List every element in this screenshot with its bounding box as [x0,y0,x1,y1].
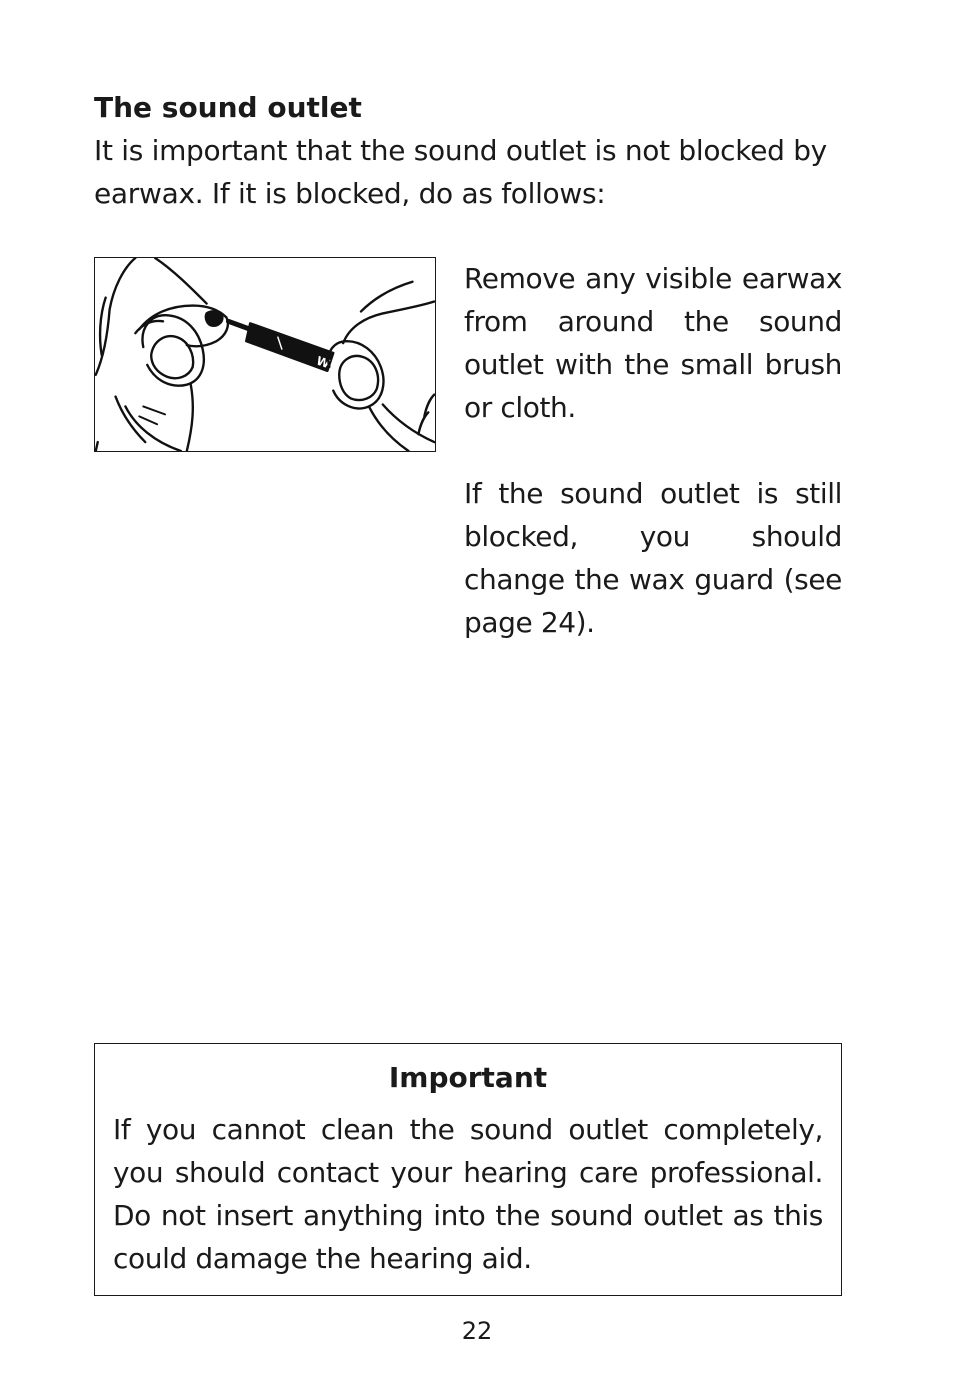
intro-paragraph: It is important that the sound outlet is not blocked by earwax. If it is blocked, do as follows: [94,134,827,210]
important-notice-box [94,1043,842,1296]
cleaning-illustration [94,257,436,452]
important-body: If you cannot clean the sound outlet completely, you should contact your hearing care professional. Do not insert anything into the sound outlet as this could damage the hearing aid. [113,1113,823,1275]
hands-cleaning-hearing-aid-icon [95,258,435,451]
svg-text:W: W [314,353,332,372]
instruction-step-1: Remove any visible earwax from around the sound outlet with the small brush or cloth. [464,262,842,424]
instruction-step-2: If the sound outlet is still blocked, you should change the wax guard (see page 24). [464,477,842,639]
important-title: Important [388,1061,548,1094]
section-heading: The sound outlet [94,91,362,124]
page-number: 22 [461,1317,493,1345]
